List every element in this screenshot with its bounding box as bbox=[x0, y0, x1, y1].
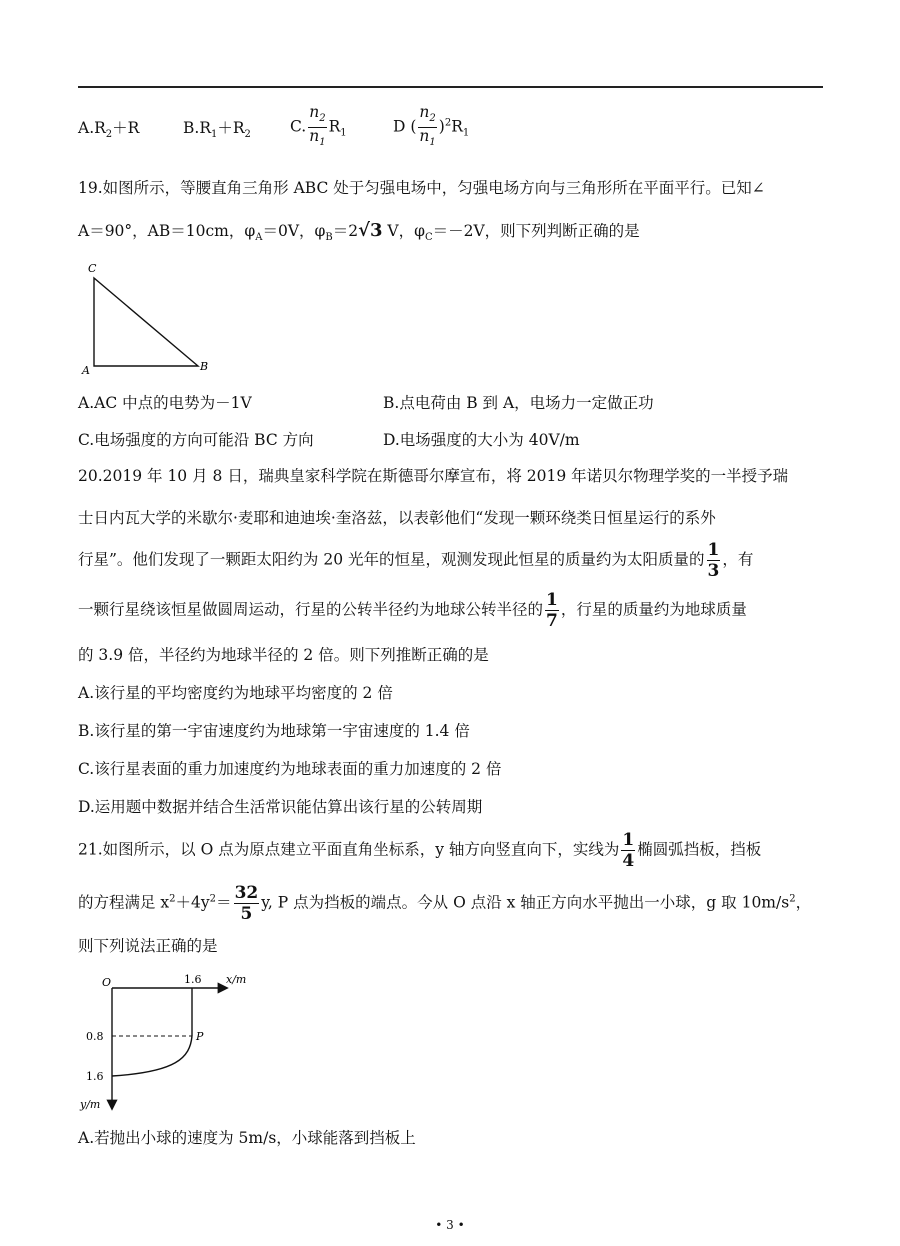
q21-stem-line3: 则下列说法正确的是 bbox=[78, 937, 218, 955]
fraction-one-third: $\frac{1}{3}$ bbox=[707, 540, 720, 581]
q20-stem-line3: 行星”。他们发现了一颗距太阳约为 20 光年的恒星，观测发现此恒星的质量约为太阳质量的 $\frac{1}{3}$ ，有 bbox=[78, 540, 754, 581]
point-p-label: P bbox=[196, 1030, 204, 1043]
fraction-one-seventh: $\frac{1}{7}$ bbox=[546, 590, 558, 631]
vertex-b-label: B bbox=[200, 360, 209, 373]
y-tick-label-1: 0.8 bbox=[86, 1030, 104, 1043]
vertex-a-label: A bbox=[82, 364, 90, 377]
y-axis-label: y/m bbox=[80, 1098, 101, 1111]
triangle-abc bbox=[94, 278, 198, 366]
q18-option-c: C. $\frac{n_2}{n_1}$ $R_1$ bbox=[290, 104, 347, 151]
q20-stem-line5: 的 3.9 倍，半径约为地球半径的 2 倍。则下列推断正确的是 bbox=[78, 646, 489, 664]
elliptical-arc-baffle bbox=[112, 1036, 192, 1076]
q19-option-d: D.电场强度的大小为 40V/m bbox=[383, 431, 580, 449]
q21-stem-line2: 的方程满足 $x^2+4y^2=$ $\frac{32}{5}$ y, P 点为挡板的端点。今从 O 点沿 x 轴正方向水平抛出一小球，g 取 $10m/s^2$， bbox=[78, 883, 812, 924]
q19-option-b: B.点电荷由 B 到 A，电场力一定做正功 bbox=[383, 394, 654, 412]
ellipse-baffle-figure bbox=[78, 968, 268, 1116]
vertex-c-label: C bbox=[88, 262, 97, 275]
q19-stem-line1: 19.如图所示，等腰直角三角形 ABC 处于匀强电场中，匀强电场方向与三角形所在平面平行。已知∠ bbox=[78, 179, 765, 197]
y-tick-label-2: 1.6 bbox=[86, 1070, 104, 1083]
q20-stem-line4: 一颗行星绕该恒星做圆周运动，行星的公转半径约为地球公转半径的 $\frac{1}{7}$ ，行星的质量约为地球质量 bbox=[78, 590, 747, 631]
fraction-one-quarter: $\frac{1}{4}$ bbox=[622, 830, 635, 871]
q21-option-a: A.若抛出小球的速度为 5m/s，小球能落到挡板上 bbox=[78, 1129, 416, 1147]
top-rule bbox=[78, 86, 823, 88]
q21-stem-line1: 21.如图所示，以 O 点为原点建立平面直角坐标系，y 轴方向竖直向下，实线为 $\frac{1}{4}$ 椭圆弧挡板，挡板 bbox=[78, 830, 762, 871]
triangle-abc-figure bbox=[80, 258, 220, 378]
fraction: $\frac{n_2}{n_1}$ bbox=[419, 103, 436, 149]
q19-stem-line2: A＝90°，AB＝10cm，$\varphi_A=0V$，$\varphi_B=2√3$ V，$\varphi_C=-2V$，则下列判断正确的是 bbox=[78, 220, 640, 244]
q18-option-a: $A.R_2+R$ bbox=[78, 119, 140, 141]
sqrt-three: √3 bbox=[358, 220, 383, 241]
fraction: $\frac{n_2}{n_1}$ bbox=[309, 103, 326, 149]
fraction-32-over-5: $\frac{32}{5}$ bbox=[234, 883, 259, 924]
q20-option-d: D.运用题中数据并结合生活常识能估算出该行星的公转周期 bbox=[78, 798, 483, 816]
q18-option-b: $B.R_1+R_2$ bbox=[183, 119, 251, 141]
x-tick-label: 1.6 bbox=[184, 973, 202, 986]
q19-option-a: A.AC 中点的电势为－1V bbox=[78, 394, 252, 412]
q18-option-d: D ( $\frac{n_2}{n_1}$ )$^2R_1$ bbox=[393, 104, 469, 151]
page-number: • 3 • bbox=[435, 1218, 465, 1232]
q20-option-a: A.该行星的平均密度约为地球平均密度的 2 倍 bbox=[78, 684, 393, 702]
q20-stem-line2: 士日内瓦大学的米歇尔·麦耶和迪迪埃·奎洛兹，以表彰他们“发现一颗环绕类日恒星运行的系外 bbox=[78, 509, 716, 527]
q20-option-c: C.该行星表面的重力加速度约为地球表面的重力加速度的 2 倍 bbox=[78, 760, 502, 778]
q20-option-b: B.该行星的第一宇宙速度约为地球第一宇宙速度的 1.4 倍 bbox=[78, 722, 470, 740]
q20-stem-line1: 20.2019 年 10 月 8 日，瑞典皇家科学院在斯德哥尔摩宣布，将 2019 年诺贝尔物理学奖的一半授予瑞 bbox=[78, 467, 789, 485]
x-axis-label: x/m bbox=[226, 973, 247, 986]
q19-option-c: C.电场强度的方向可能沿 BC 方向 bbox=[78, 431, 314, 449]
origin-label: O bbox=[102, 976, 112, 989]
